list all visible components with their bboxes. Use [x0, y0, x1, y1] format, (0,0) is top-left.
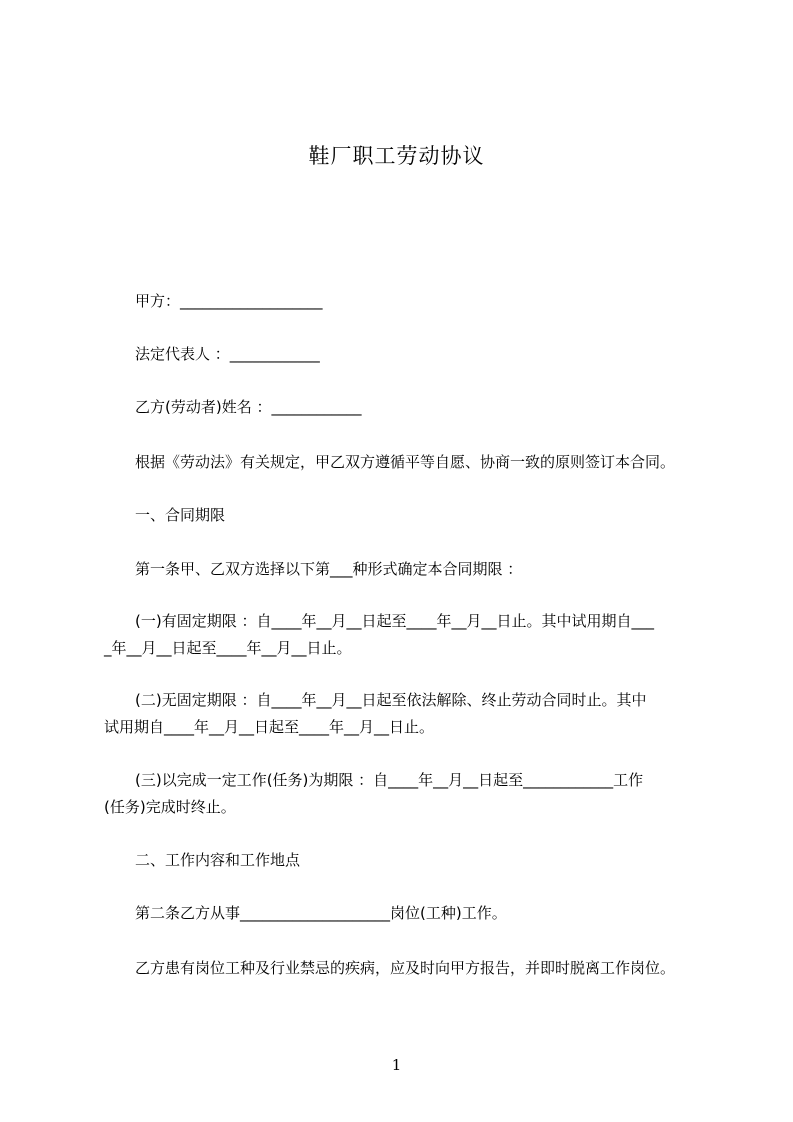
article-two: 第二条乙方从事____________________岗位(工种)工作。 — [135, 904, 507, 922]
section-heading-term: 一、合同期限 — [135, 506, 226, 524]
page-number: 1 — [391, 1056, 402, 1074]
open-term-line-2: 试用期自____年__月__日起至____年__月__日止。 — [104, 718, 435, 736]
task-term-line-1: (三)以完成一定工作(任务)为期限 ：自____年__月__日起至____________工作 — [135, 771, 644, 789]
document-title: 鞋厂职工劳动协议 — [308, 144, 485, 168]
party-a-line: 甲方：___________________ — [135, 292, 323, 310]
preamble-paragraph: 根据《劳动法》有关规定，甲乙双方遵循平等自愿、协商一致的原则签订本合同。 — [135, 453, 676, 471]
open-term-line-1: (二)无固定期限 ：自____年__月__日起至依法解除、终止劳动合同时止。其中 — [135, 691, 647, 709]
party-b-line: 乙方(劳动者)姓名 ：____________ — [135, 398, 362, 416]
task-term-line-2: (任务)完成时终止。 — [104, 798, 236, 816]
disease-report-paragraph: 乙方患有岗位工种及行业禁忌的疾病，应及时向甲方报告，并即时脱离工作岗位。 — [135, 959, 676, 977]
section-heading-work: 二、工作内容和工作地点 — [135, 851, 301, 869]
fixed-term-line-2: _年__月__日起至____年__月__日止。 — [104, 639, 352, 657]
fixed-term-line-1: (一)有固定期限 ：自____年__月__日起至____年__月__日止。其中试用期自___ — [135, 612, 654, 630]
legal-representative-line: 法定代表人 ：____________ — [135, 345, 320, 363]
article-one: 第一条甲、乙双方选择以下第___种形式确定本合同期限 ： — [135, 560, 523, 578]
